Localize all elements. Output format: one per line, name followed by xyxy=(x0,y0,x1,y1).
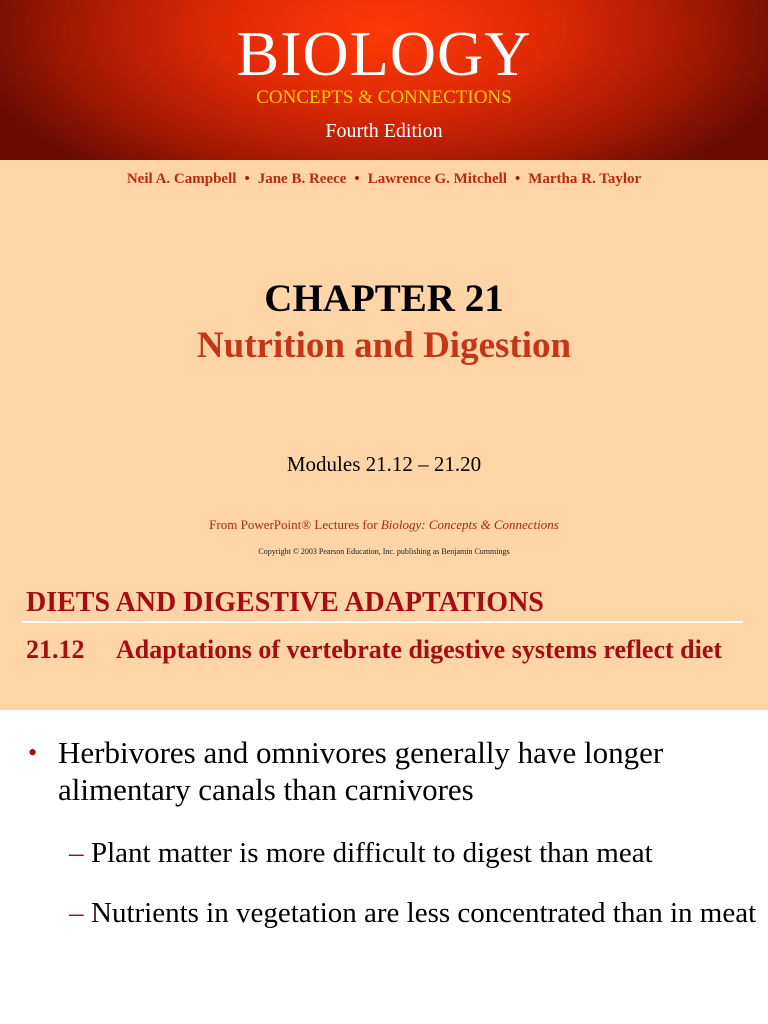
sub-bullet xyxy=(69,896,761,931)
author-name: Neil A. Campbell xyxy=(126,171,237,187)
bullet-marker: • xyxy=(28,738,38,767)
author-name: Martha R. Taylor xyxy=(528,171,642,187)
author-separator: • xyxy=(354,171,360,187)
sub-bullet-text: Nutrients in vegetation are less concentrated than in meat xyxy=(91,897,757,929)
author-name: Lawrence G. Mitchell xyxy=(367,171,507,187)
author-list xyxy=(0,171,768,188)
sub-bullet xyxy=(69,836,761,871)
title-banner xyxy=(0,0,768,160)
chapter-title: Nutrition and Digestion xyxy=(196,325,572,366)
copyright-notice: Copyright © 2003 Pearson Education, Inc. publishing as Benjamin Cummings xyxy=(258,547,510,556)
modules-range: Modules 21.12 – 21.20 xyxy=(286,452,482,476)
author-separator: • xyxy=(514,171,521,187)
slide-background xyxy=(0,160,768,710)
credit-line xyxy=(0,516,768,534)
sub-bullet-marker: – xyxy=(69,897,84,929)
author-separator: • xyxy=(244,171,250,187)
credit-prefix: From PowerPoint® Lectures for xyxy=(209,517,381,532)
bullet-main xyxy=(28,734,748,808)
author-name: Jane B. Reece xyxy=(257,171,347,187)
bullet-main-text: Herbivores and omnivores generally have longer alimentary canals than carnivores xyxy=(58,735,664,807)
book-subtitle: CONCEPTS & CONNECTIONS xyxy=(256,87,512,108)
book-title: BIOLOGY xyxy=(236,18,532,89)
chapter-label: CHAPTER 21 xyxy=(264,277,504,320)
module-number: 21.12 xyxy=(26,635,85,664)
sub-bullet-marker: – xyxy=(69,837,84,869)
section-heading: DIETS AND DIGESTIVE ADAPTATIONS xyxy=(26,587,544,618)
book-edition: Fourth Edition xyxy=(325,120,443,142)
sub-bullet-text: Plant matter is more difficult to digest than meat xyxy=(91,837,653,869)
section-divider xyxy=(22,621,743,623)
credit-book-title: Biology: Concepts & Connections xyxy=(380,517,559,532)
module-heading-text: Adaptations of vertebrate digestive systems reflect diet xyxy=(116,635,723,664)
